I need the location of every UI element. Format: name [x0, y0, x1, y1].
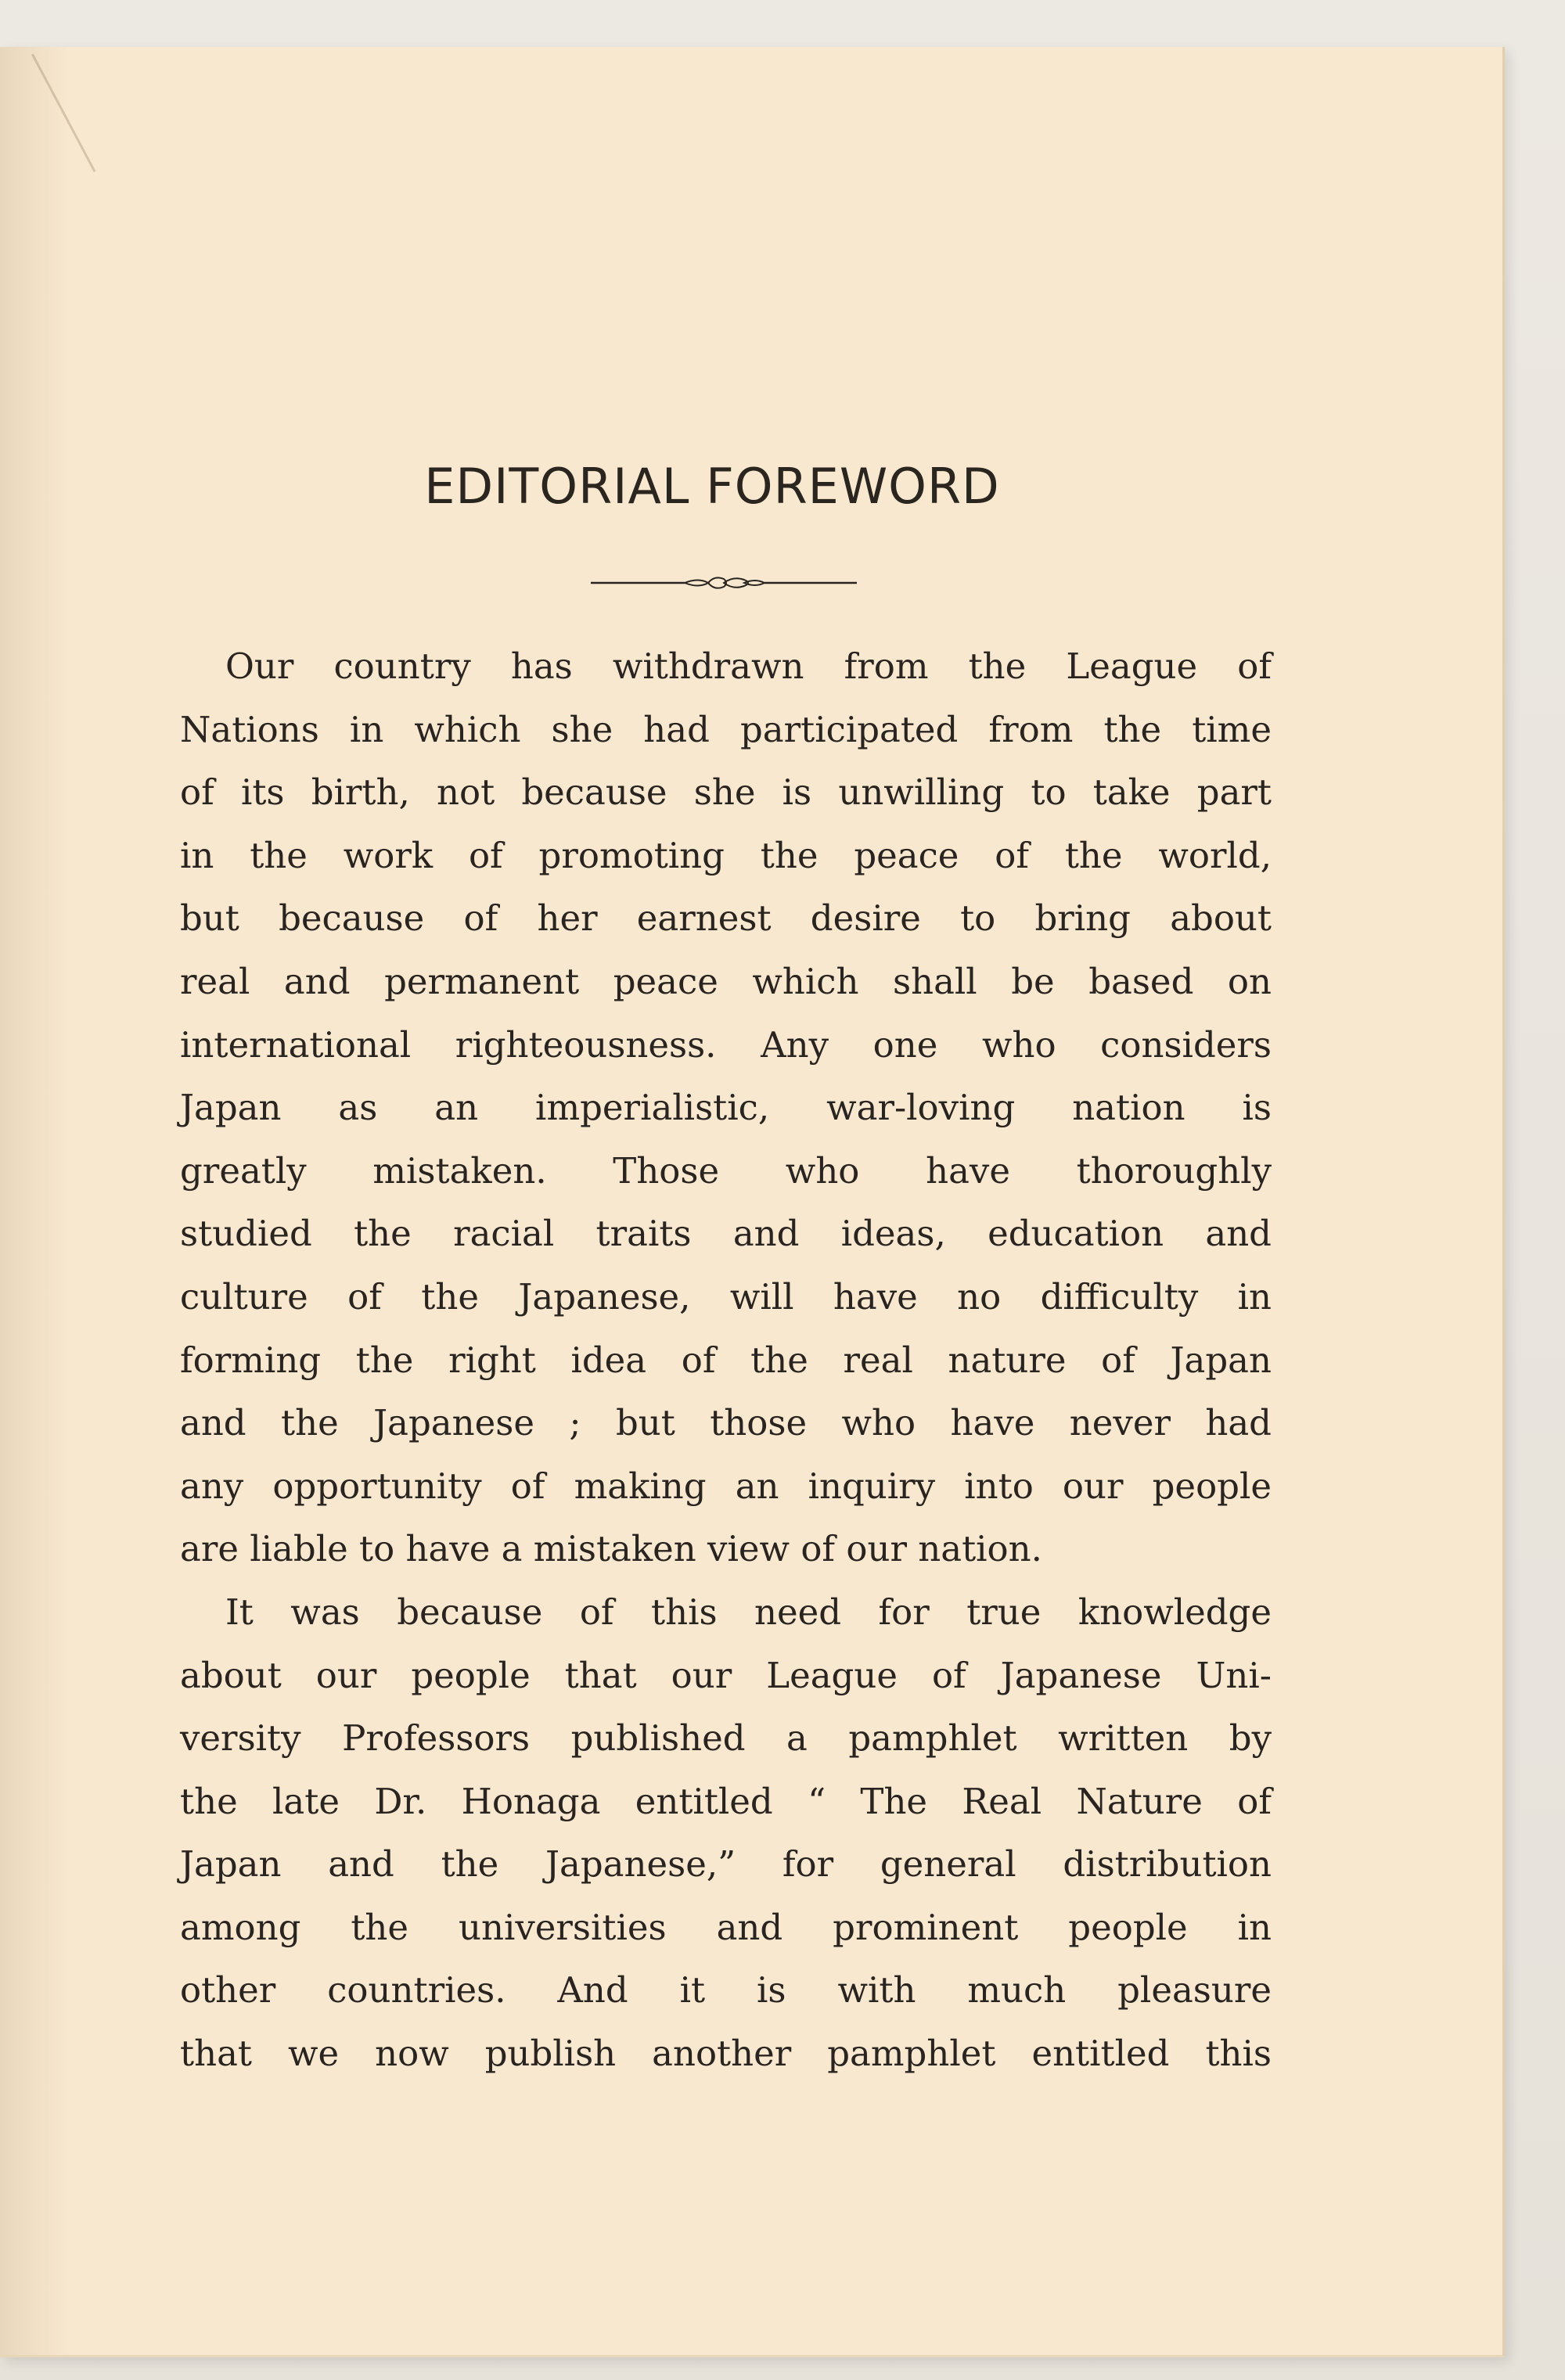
ornament-divider-icon	[591, 571, 857, 595]
text-line: about our people that our League of Japanese Uni-	[180, 1654, 1272, 1696]
text-line: are liable to have a mistaken view of our nation.	[180, 1528, 1042, 1570]
text-line: versity Professors published a pamphlet written by	[180, 1717, 1272, 1760]
text-line: real and permanent peace which shall be based on	[180, 960, 1272, 1002]
gutter-shadow	[0, 47, 70, 2355]
text-line: other countries. And it is with much pleasure	[180, 1969, 1272, 2011]
text-line: but because of her earnest desire to bring about	[180, 897, 1272, 940]
text-line: studied the racial traits and ideas, education and	[180, 1213, 1272, 1255]
text-line: in the work of promoting the peace of the world,	[180, 834, 1272, 876]
text-line: forming the right idea of the real nature of Japan	[180, 1339, 1272, 1381]
paragraph-2	[180, 1581, 1272, 2086]
text-line: the late Dr. Honaga entitled “ The Real Nature of	[180, 1780, 1272, 1822]
text-line: Nations in which she had participated from the time	[180, 708, 1272, 750]
text-line: among the universities and prominent people in	[180, 1906, 1272, 1948]
text-line: that we now publish another pamphlet entitled this	[180, 2033, 1272, 2075]
text-line: and the Japanese ; but those who have never had	[180, 1402, 1272, 1444]
text-line: any opportunity of making an inquiry into our people	[180, 1465, 1272, 1507]
text-line: of its birth, not because she is unwilling to take part	[180, 771, 1272, 814]
text-line: It was because of this need for true knowledge	[225, 1591, 1272, 1633]
text-line: culture of the Japanese, will have no difficulty in	[180, 1275, 1272, 1318]
text-line: international righteousness. Any one who considers	[180, 1023, 1272, 1066]
text-line: Japan as an imperialistic, war-loving nation is	[180, 1087, 1272, 1129]
paragraph-1	[180, 635, 1272, 1581]
text-line: Our country has withdrawn from the League of	[225, 645, 1272, 687]
page-title: EDITORIAL FOREWORD	[424, 458, 1000, 515]
foreword-body	[180, 635, 1272, 2086]
text-line: greatly mistaken. Those who have thoroughly	[180, 1149, 1272, 1192]
text-line: Japan and the Japanese,” for general distribution	[180, 1843, 1272, 1886]
